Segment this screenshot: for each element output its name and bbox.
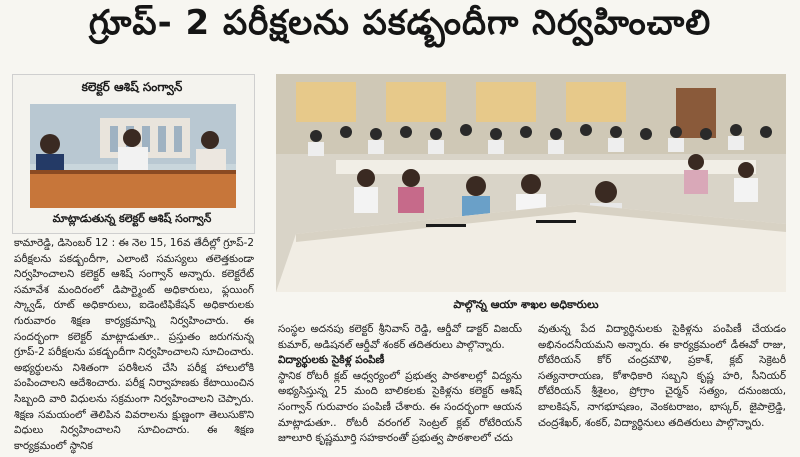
large-photo-caption: పాల్గొన్న ఆయా శాఖల అధికారులు xyxy=(453,298,599,311)
cycles-subheading: విద్యార్థులకు సైకిళ్ల పంపిణీ xyxy=(278,354,385,367)
large-photo xyxy=(276,74,786,292)
article-column-2 xyxy=(278,322,522,456)
article-column-1 xyxy=(14,236,254,456)
article-column-3-text: వుతున్న పేద విద్యార్థినులకు సైకిళ్లను పంపిణీ చేయడం అభినందనీయమని అన్నారు. ఈ కార్యక్రమంలో డీఈవో రాజు, రోటేరియన్ కోర్ చంద్రమౌళి, ప్రకాశ్, క్లబ్ సెక్రెటరీ సత్యనారాయణ, కోశాధికారి సబ్బని కృష్ణ హరి, సీనియర్ రోటేరియన్ శ్రీశైలం, ప్రోగ్రాం చైర్మన్ సత్యం, దనుంజయ, బాలకిషన్, నాగభూషణం, వెంకటరాజం, భాస్కర్, జైపాల్రెడ్డి, చంద్రశేఖర్, శంకర్, విద్యార్థినులు తదితరులు పాల్గొన్నారు. xyxy=(538,323,786,429)
collector-photo-graphic xyxy=(30,104,236,208)
article-column-2-text-a: సంస్థల అదనపు కలెక్టర్ శ్రీనివాస్ రెడ్డి, ఆర్డీవో డాక్టర్ విజయ్ కుమార్, అడిషనల్ ఆర్డీవో శంకర్ తదితరులు పాల్గొన్నారు. xyxy=(278,323,522,351)
small-photo-bottom-caption: మాట్లాడుతున్న కలెక్టర్ ఆశిష్ సంగ్వాన్ xyxy=(52,212,212,225)
small-photo xyxy=(30,104,236,208)
meeting-hall-graphic xyxy=(276,74,786,292)
small-photo-top-caption: కలెక్టర్ ఆశిష్ సంగ్వాన్ xyxy=(81,80,183,94)
headline: గ్రూప్- 2 పరీక్షలను పకడ్బందీగా నిర్వహించాలి xyxy=(88,3,712,43)
article-column-2-text-b: స్థానిక రోటరీ క్లబ్ ఆధ్వర్యంలో ప్రభుత్వ పాఠశాలల్లో విద్యను అభ్యసిస్తున్న 25 మంది బాలికలకు సైకిళ్లను కలెక్టర్ ఆశిష్ సంగ్వాన్ గురువారం పంపిణీ చేశారు. ఈ సందర్భంగా ఆయన మాట్లాడుతూ.. రోటరీ వరంగల్ సెంట్రల్ క్లబ్ రోటేరియన్ జూలూరి కృష్ణమూర్తి సహకారంతో ప్రభుత్వ పాఠశాలలో చదు xyxy=(278,369,522,445)
article-column-3 xyxy=(538,322,786,456)
article-column-1-text: కామారెడ్డి, డిసెంబర్ 12 : ఈ నెల 15, 16వ తేదీల్లో గ్రూప్-2 పరీక్షలను పకడ్బందీగా, ఎలాంటి సమస్యలు తలెత్తకుండా నిర్వహించాలని కలెక్టర్ ఆశిష్ సంగ్వాన్ అన్నారు. కలెక్టరేట్ సమావేశ మందిరంలో డిపార్ట్మెంట్ అధికారులు, ఫ్లయింగ్ స్క్వాడ్, రూట్ అధికారులు, ఐడెంటిఫికేషన్ అధికారులకు గురువారం శిక్షణ కార్యక్రమాన్ని నిర్వహించారు. ఈ సందర్భంగా కలెక్టర్ మాట్లాడుతూ.. ప్రస్తుతం జరుగనున్న గ్రూప్-2 పరీక్షలను పకడ్బందీగా నిర్వహించాలని సూచించారు. అభ్యర్థులను నిశితంగా పరిశీలన చేసి పరీక్ష హాలులోకి పంపించాలని ఆదేశించారు. పరీక్ష నిర్వాహణకు కేటాయించిన సిబ్బంది వారి విధులను సక్రమంగా నిర్వహించాలని చెప్పారు. శిక్షణ సమయంలో తెలిపిన వివరాలను క్షుణ్ణంగా తెలుసుకొని విధులు నిర్వహించాలని సూచించారు. ఈ శిక్షణ కార్యక్రమంలో స్థానిక xyxy=(14,237,254,452)
